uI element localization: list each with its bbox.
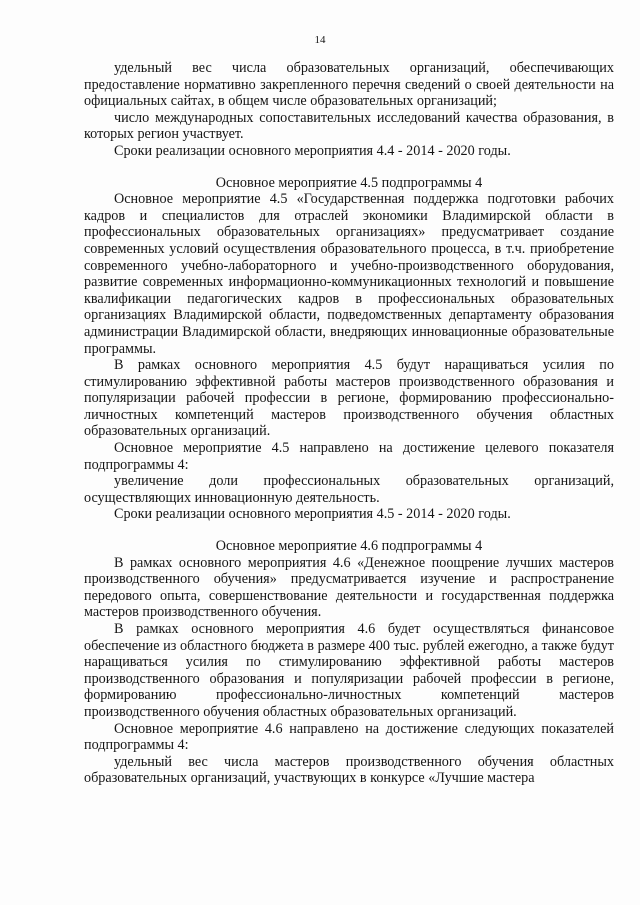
paragraph: В рамках основного мероприятия 4.6 «Денежное поощрение лучших мастеров производственного обучения» предусматривается изучение и распространение передового опыта, совершенствование деятельности и государственная поддержка мастеров производственного обучения. (84, 554, 614, 621)
document-body (84, 60, 614, 787)
paragraph: удельный вес числа образовательных организаций, обеспечивающих предоставление нормативно закрепленного перечня сведений о своей деятельности на официальных сайтах, в общем числе образовательных организаций; (84, 60, 614, 110)
section-heading-4-5: Основное мероприятие 4.5 подпрограммы 4 (215, 174, 483, 191)
paragraph: удельный вес числа мастеров производственного обучения областных образовательных организаций, участвующих в конкурсе «Лучшие мастера (84, 753, 614, 787)
paragraph: Сроки реализации основного мероприятия 4.4 - 2014 - 2020 годы. (114, 142, 511, 159)
section-heading-4-6: Основное мероприятие 4.6 подпрограммы 4 (215, 538, 483, 555)
paragraph: число международных сопоставительных исследований качества образования, в которых регион участвует. (84, 109, 614, 143)
paragraph: увеличение доли профессиональных образовательных организаций, осуществляющих инновационную деятельность. (84, 473, 614, 506)
paragraph: Сроки реализации основного мероприятия 4.5 - 2014 - 2020 годы. (114, 506, 511, 523)
paragraph: В рамках основного мероприятия 4.5 будут наращиваться усилия по стимулированию эффективной работы мастеров производственного образования и популяризации рабочей профессии в регионе, формированию профессионально-личностных компетенций мастеров производственного обучения областных образовательных организаций. (84, 357, 614, 440)
paragraph: Основное мероприятие 4.5 «Государственная поддержка подготовки рабочих кадров и специалистов для отраслей экономики Владимирской области в профессиональных образовательных организациях» предусматривает создание современных условий осуществления образовательного процесса, в т.ч. приобретение современного учебно-лабораторного и учебно-производственного оборудования, развитие современных информационно-коммуникационных технологий и повышение квалификации педагогических кадров в профессиональных образовательных организациях Владимирской области, подведомственных департаменту образования администрации Владимирской области, внедряющих инновационные образовательные программы. (84, 191, 614, 357)
paragraph: Основное мероприятие 4.6 направлено на достижение следующих показателей подпрограммы 4: (84, 720, 614, 754)
page-number: 14 (314, 34, 326, 46)
paragraph: Основное мероприятие 4.5 направлено на достижение целевого показателя подпрограммы 4: (84, 440, 614, 473)
paragraph: В рамках основного мероприятия 4.6 будет осуществляться финансовое обеспечение из областного бюджета в размере 400 тыс. рублей ежегодно, а также будут наращиваться усилия по стимулированию эффективной работы мастеров производственного образования и популяризации рабочей профессии в регионе, формированию профессионально-личностных компетенций мастеров производственного обучения областных образовательных организаций. (84, 621, 614, 720)
